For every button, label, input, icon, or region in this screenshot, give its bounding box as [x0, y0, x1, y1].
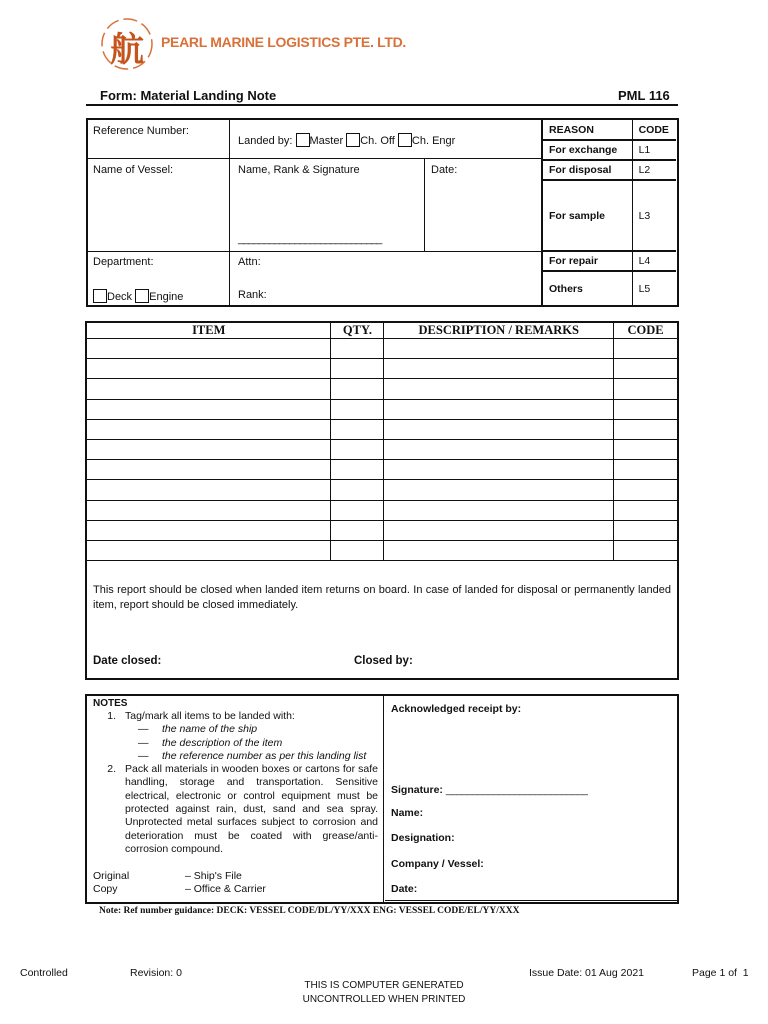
- reference-number-field[interactable]: [93, 140, 223, 154]
- engine-checkbox[interactable]: [135, 289, 149, 303]
- logo-glyph: 航: [110, 32, 144, 69]
- chief-engineer-checkbox[interactable]: [398, 133, 412, 147]
- footer-issue-date: Issue Date: 01 Aug 2021: [529, 967, 645, 979]
- notes-bottom-line: [385, 900, 678, 901]
- qty-cell[interactable]: [331, 379, 384, 399]
- description-cell[interactable]: [384, 439, 614, 459]
- note-sub-item: [92, 737, 378, 750]
- code-header: CODE: [632, 120, 676, 140]
- chief-officer-checkbox[interactable]: [346, 133, 360, 147]
- item-cell[interactable]: [87, 439, 331, 459]
- code-cell[interactable]: [614, 460, 678, 480]
- table-row: [87, 399, 678, 419]
- table-row: [87, 419, 678, 439]
- qty-cell[interactable]: [331, 500, 384, 520]
- reason-row: For exchange: [543, 140, 632, 160]
- qty-cell[interactable]: [331, 439, 384, 459]
- ack-name-label: Name:: [391, 807, 424, 819]
- code-cell[interactable]: [614, 339, 678, 359]
- reason-code: L2: [632, 160, 676, 180]
- description-cell[interactable]: [384, 500, 614, 520]
- ack-designation-label: Designation:: [391, 832, 455, 844]
- reason-row: For sample: [543, 180, 632, 251]
- item-column-header: ITEM: [87, 323, 331, 339]
- distribution-original-value: – Ship's File: [185, 870, 242, 882]
- ack-company-label: Company / Vessel:: [391, 858, 484, 870]
- rank-label: Rank:: [238, 289, 267, 301]
- table-row: [87, 460, 678, 480]
- code-cell[interactable]: [614, 500, 678, 520]
- department-label: Department:: [93, 256, 154, 268]
- attn-label: Attn:: [238, 256, 261, 268]
- header-row-line-1: [87, 158, 542, 159]
- master-label: Master: [309, 135, 344, 147]
- reason-header: REASON: [543, 120, 632, 140]
- table-row: [87, 480, 678, 500]
- item-cell[interactable]: [87, 359, 331, 379]
- qty-cell[interactable]: [331, 480, 384, 500]
- description-cell[interactable]: [384, 520, 614, 540]
- reason-code: L5: [632, 271, 676, 305]
- vessel-name-label: Name of Vessel:: [93, 164, 174, 176]
- qty-cell[interactable]: [331, 399, 384, 419]
- footer-revision: Revision: 0: [130, 967, 182, 979]
- note-number: 2.: [107, 763, 116, 776]
- note-item: [92, 710, 378, 723]
- acknowledged-heading: Acknowledged receipt by:: [391, 703, 522, 715]
- dash-glyph: —: [138, 736, 149, 749]
- code-cell[interactable]: [614, 439, 678, 459]
- qty-cell[interactable]: [331, 419, 384, 439]
- table-row: [87, 540, 678, 560]
- note-sub-item: [92, 723, 378, 736]
- name-rank-signature-label: Name, Rank & Signature: [238, 164, 360, 176]
- sub-item-text: the name of the ship: [162, 723, 258, 736]
- qty-cell[interactable]: [331, 540, 384, 560]
- description-cell[interactable]: [384, 359, 614, 379]
- engine-label: Engine: [149, 291, 184, 303]
- table-row: [87, 379, 678, 399]
- qty-cell[interactable]: [331, 359, 384, 379]
- reason-code: L3: [632, 180, 676, 251]
- reference-number-label: Reference Number:: [93, 125, 189, 137]
- ack-signature: [391, 784, 587, 796]
- dash-glyph: —: [138, 723, 149, 736]
- footer-page-number: Page 1 of 1: [692, 967, 749, 979]
- qty-cell[interactable]: [331, 339, 384, 359]
- notes-heading: NOTES: [93, 698, 128, 709]
- ref-number-guidance: Note: Ref number guidance: DECK: VESSEL CODE/DL/YY/XXX ENG: VESSEL CODE/EL/YY/XXX: [99, 906, 520, 916]
- item-cell[interactable]: [87, 379, 331, 399]
- description-cell[interactable]: [384, 399, 614, 419]
- description-cell[interactable]: [384, 339, 614, 359]
- sub-item-text: the reference number as per this landing list: [162, 749, 367, 762]
- landed-by-label: Landed by:: [238, 135, 293, 147]
- item-cell[interactable]: [87, 480, 331, 500]
- notes-list: [92, 710, 378, 856]
- qty-cell[interactable]: [331, 460, 384, 480]
- distribution-copy-value: – Office & Carrier: [185, 883, 266, 895]
- code-cell[interactable]: [614, 419, 678, 439]
- table-row: [87, 359, 678, 379]
- item-cell[interactable]: [87, 339, 331, 359]
- chief-engineer-label: Ch. Engr: [411, 135, 456, 147]
- header-divider-2: [424, 158, 425, 251]
- ack-date-label: Date:: [391, 883, 418, 895]
- item-cell[interactable]: [87, 419, 331, 439]
- form-title: Form: Material Landing Note: [100, 88, 277, 103]
- code-cell[interactable]: [614, 480, 678, 500]
- note-text: Tag/mark all items to be landed with:: [125, 710, 295, 722]
- footer-generated-notice: THIS IS COMPUTER GENERATED: [304, 980, 464, 991]
- table-row: [87, 339, 678, 359]
- description-cell[interactable]: [384, 540, 614, 560]
- reason-code: L4: [632, 251, 676, 271]
- item-cell[interactable]: [87, 540, 331, 560]
- title-underline: [86, 104, 678, 106]
- items-table: [86, 322, 678, 561]
- distribution-original-label: Original: [93, 870, 130, 882]
- table-row: [87, 500, 678, 520]
- date-closed-label: Date closed:: [93, 655, 162, 667]
- ack-signature-line[interactable]: ___________________________: [445, 784, 588, 796]
- description-cell[interactable]: [384, 379, 614, 399]
- reason-row: For disposal: [543, 160, 632, 180]
- landed-by-group: [238, 133, 455, 147]
- item-cell[interactable]: [87, 500, 331, 520]
- code-cell[interactable]: [614, 359, 678, 379]
- description-cell[interactable]: [384, 480, 614, 500]
- master-checkbox[interactable]: [296, 133, 310, 147]
- item-cell[interactable]: [87, 520, 331, 540]
- deck-label: Deck: [107, 291, 133, 303]
- company-name: PEARL MARINE LOGISTICS PTE. LTD.: [161, 34, 407, 50]
- table-row: [87, 439, 678, 459]
- distribution-copy-label: Copy: [93, 883, 118, 895]
- sub-item-text: the description of the item: [162, 736, 283, 749]
- department-options: [93, 289, 183, 303]
- date-label: Date:: [431, 164, 458, 176]
- item-cell[interactable]: [87, 460, 331, 480]
- signature-line[interactable]: ____________________________: [238, 233, 382, 245]
- header-divider-1: [229, 119, 230, 306]
- code-cell[interactable]: [614, 540, 678, 560]
- code-column-header: CODE: [614, 323, 678, 339]
- note-number: 1.: [107, 710, 116, 722]
- item-cell[interactable]: [87, 399, 331, 419]
- reason-row: Others: [549, 282, 583, 295]
- reason-code: L1: [632, 140, 676, 160]
- note-sub-item: [92, 750, 378, 763]
- note-text: Pack all materials in wooden boxes or cartons for safe handling, storage and transportation. Sensitive electrical, electronic or control equipment must be protected against rain, dust, sand and sea spray. Unprotected metal surfaces subject to corrosion and deterioration must be coated with grease/anti-corrosion compound.: [125, 763, 378, 855]
- qty-column-header: QTY.: [331, 323, 384, 339]
- table-row: [87, 520, 678, 540]
- closed-by-label: Closed by:: [354, 655, 413, 667]
- deck-checkbox[interactable]: [93, 289, 107, 303]
- dash-glyph: —: [138, 749, 149, 762]
- qty-cell[interactable]: [331, 520, 384, 540]
- reason-code-table: [543, 120, 676, 305]
- description-cell[interactable]: [384, 419, 614, 439]
- header-row-line-2: [87, 251, 542, 252]
- notes-divider: [383, 696, 384, 903]
- form-code: PML 116: [618, 88, 670, 103]
- footer-status: Controlled: [20, 967, 68, 979]
- note-item: [92, 763, 378, 856]
- reason-row: For repair: [543, 251, 632, 271]
- ack-signature-label: Signature:: [391, 784, 443, 796]
- code-cell[interactable]: [614, 379, 678, 399]
- footer-uncontrolled-notice: UNCONTROLLED WHEN PRINTED: [302, 994, 466, 1005]
- description-cell[interactable]: [384, 460, 614, 480]
- company-logo: [98, 17, 156, 71]
- code-cell[interactable]: [614, 399, 678, 419]
- code-cell[interactable]: [614, 520, 678, 540]
- description-column-header: DESCRIPTION / REMARKS: [384, 323, 614, 339]
- chief-officer-label: Ch. Off: [360, 135, 395, 147]
- closure-note: This report should be closed when landed item returns on board. In case of landed for disposal or permanently landed item, report should be closed immediately.: [93, 584, 671, 611]
